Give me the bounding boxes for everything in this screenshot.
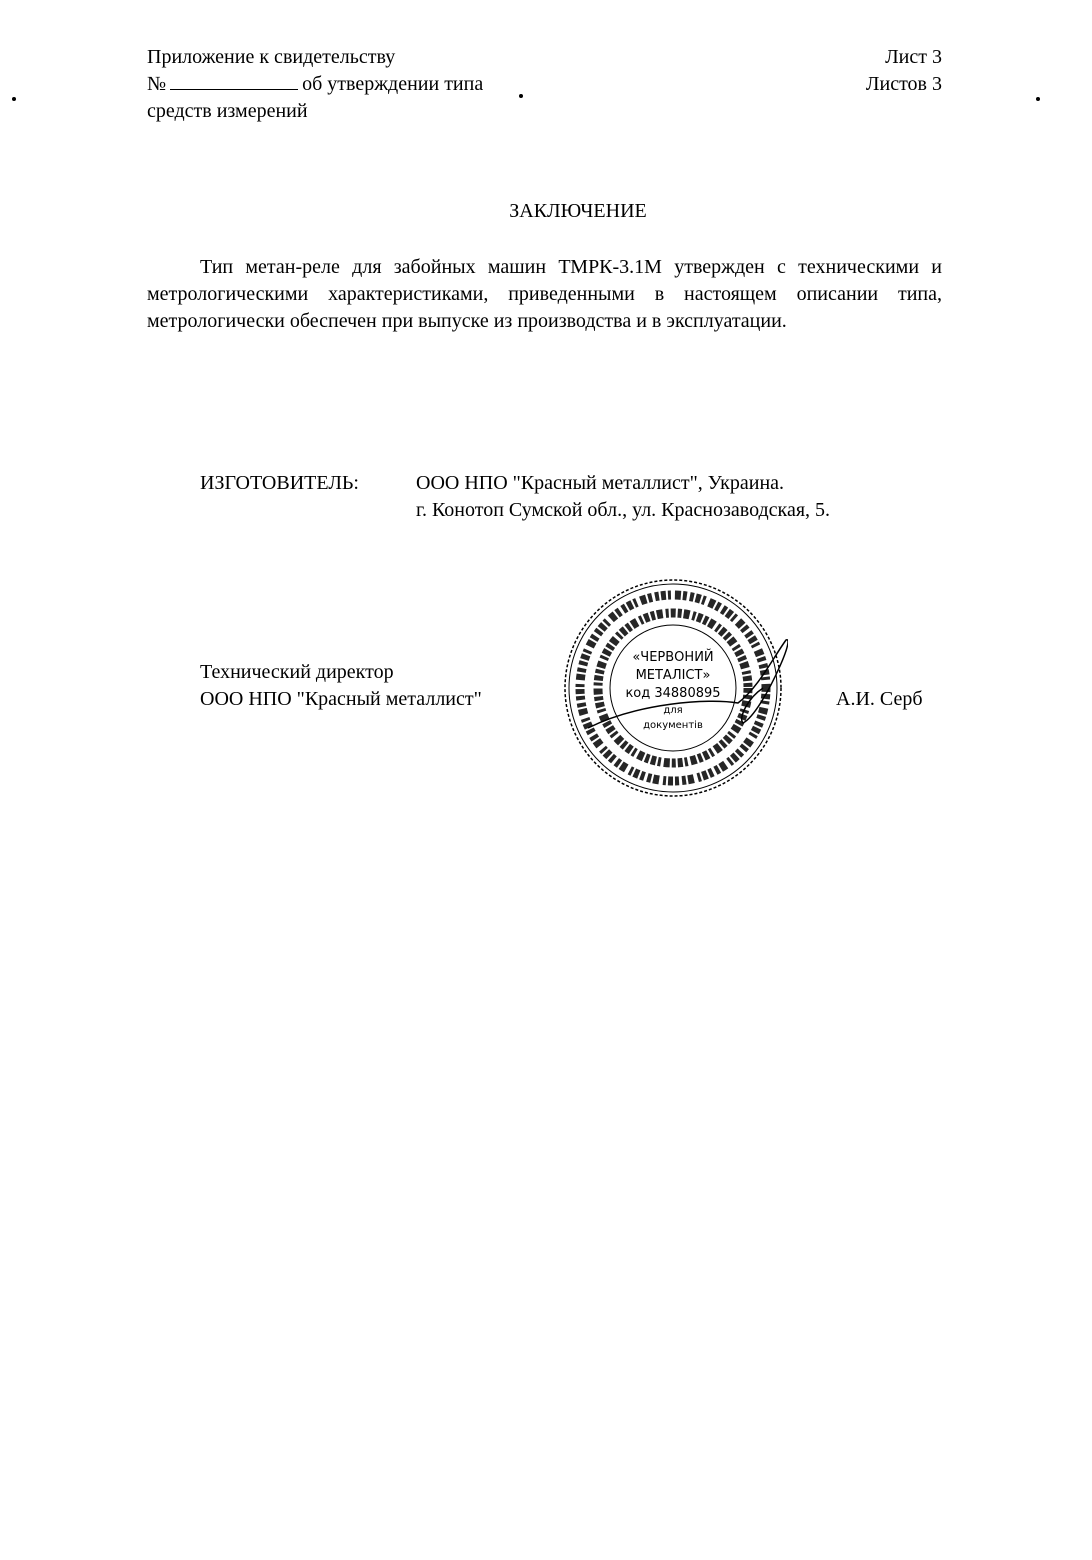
stamp-line-2: МЕТАЛІСТ» [635, 668, 711, 683]
number-sign: № [147, 73, 167, 95]
header-appendix-line3: средств измерений [147, 100, 308, 122]
stamp-line-3: код 34880895 [625, 686, 721, 701]
scan-speck [519, 94, 523, 98]
signatory-position: Технический директор [200, 661, 394, 683]
scan-speck [12, 97, 16, 101]
manufacturer-label: ИЗГОТОВИТЕЛЬ: [200, 472, 359, 494]
scan-speck [1036, 97, 1040, 101]
document-title: ЗАКЛЮЧЕНИЕ [509, 200, 647, 222]
header-appendix-line1: Приложение к свидетельству [147, 46, 396, 68]
stamp-line-5: документів [643, 720, 703, 731]
signatory-company: ООО НПО "Красный металлист" [200, 688, 482, 710]
manufacturer-name: ООО НПО "Красный металлист", Украина. [416, 472, 785, 494]
company-seal-stamp [558, 578, 788, 808]
sheets-total: Листов 3 [865, 73, 942, 95]
certificate-number-blank [170, 73, 298, 90]
stamp-line-1: «ЧЕРВОНИЙ [632, 650, 714, 665]
signatory-name: А.И. Серб [836, 688, 923, 710]
manufacturer-address: г. Конотоп Сумской обл., ул. Краснозаводская, 5. [416, 499, 831, 521]
header-appendix-line2-text: об утверждении типа [302, 73, 484, 95]
conclusion-paragraph: Тип метан-реле для забойных машин ТМРК-3.1М утвержден с техническими и метрологическими характеристиками, приведенными в настоящем описании типа, метрологически обеспечен при выпуске из производства и в эксплуатации. [147, 256, 942, 332]
sheet-number: Лист 3 [885, 46, 942, 68]
header-appendix-line2 [147, 71, 483, 98]
stamp-line-4: для [663, 705, 683, 716]
